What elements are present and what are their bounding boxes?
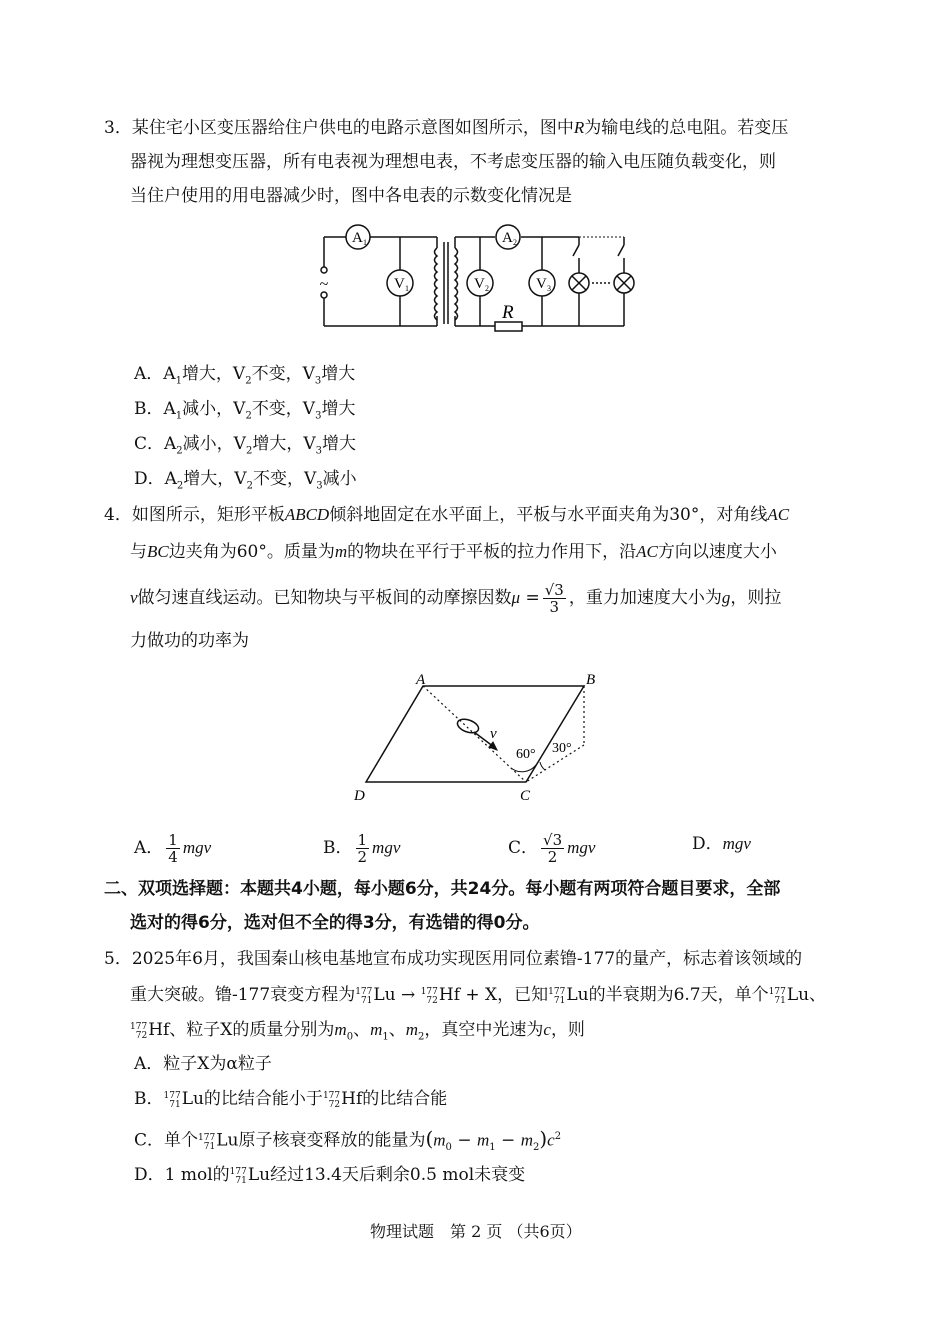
q5-line2: 重大突破。镥-177衰变方程为 177 71 Lu → 177 72 Hf + X，已知 177 71 Lu的半衰期为6.7天，单个 177 71 Lu、 (130, 985, 827, 1006)
ac-source-icon: ~ (319, 276, 329, 293)
q4-option-b: B． $\frac{1}{2}$ mgv (323, 831, 401, 866)
q4-line1: 4．如图所示，矩形平板ABCD倾斜地固定在水平面上，平板与水平面夹角为30°，对角线AC (104, 505, 790, 525)
meter-v1-label: V (394, 276, 405, 292)
q4-plate-figure (352, 668, 612, 808)
svg-text:2: 2 (485, 284, 489, 293)
q5-option-d: D．1 mol的 177 71 Lu经过13.4天后剩余0.5 mol未衰变 (134, 1165, 526, 1186)
q5-line1: 5．2025年6月，我国秦山核电基地宣布成功实现医用同位素镥-177的量产，标志着该领域的 (104, 949, 803, 969)
q5-line3: 177 72 Hf、粒子X的质量分别为$m_0$、$m_1$、$m_2$，真空中光速为c，则 (130, 1020, 585, 1043)
q3-option-c: C．$A_2$减小，$V_2$增大，$V_3$增大 (134, 434, 356, 457)
angle-60-label: 60° (516, 747, 536, 762)
point-a-label: A (416, 672, 426, 688)
q3-line1: 3．某住宅小区变压器给住户供电的电路示意图如图所示，图中R为输电线的总电阻。若变压 (104, 118, 789, 138)
q3-line3: 当住户使用的用电器减少时，图中各电表的示数变化情况是 (130, 186, 572, 206)
svg-text:2: 2 (513, 238, 517, 247)
q3-circuit-figure (314, 220, 644, 345)
svg-text:3: 3 (547, 284, 551, 293)
page-footer: 物理试题 第 2 页 （共6页） (370, 1222, 582, 1241)
q3-number: 3． (104, 118, 132, 138)
q5-number: 5． (104, 949, 132, 969)
svg-text:1: 1 (405, 284, 409, 293)
q5-option-b: B． 177 71 Lu的比结合能小于 177 72 Hf的比结合能 (134, 1089, 448, 1110)
meter-v3-label: V (536, 276, 547, 292)
meter-a2-label: A (502, 230, 513, 246)
q4-line3: v做匀速直线运动。已知物块与平板间的动摩擦因数μ = $\frac{√3}{3}$ ，重力加速度大小为g，则拉 (130, 581, 782, 616)
q3-option-d: D．$A_2$增大，$V_2$不变，$V_3$减小 (134, 469, 357, 492)
q4-line2: 与BC边夹角为60°。质量为m的物块在平行于平板的拉力作用下，沿AC方向以速度大小 (130, 542, 777, 562)
meter-a1-label: A (352, 230, 363, 246)
q4-line4: 力做功的功率为 (130, 631, 249, 651)
section2-heading-line1: 二、双项选择题：本题共4小题，每小题6分，共24分。每小题有两项符合题目要求，全部 (104, 879, 781, 899)
q4-option-d: D．mgv (692, 834, 751, 854)
resistor-label: R (502, 302, 514, 323)
q5-option-c: C．单个 177 71 Lu原子核衰变释放的能量为$(m_0 - m_1 - m_2)c^2$ (134, 1126, 562, 1154)
q5-option-a: A．粒子X为α粒子 (134, 1054, 272, 1074)
section2-heading-line2: 选对的得6分，选对但不全的得3分，有选错的得0分。 (130, 913, 540, 933)
meter-v2-label: V (474, 276, 485, 292)
point-d-label: D (354, 788, 365, 804)
q4-number: 4． (104, 505, 132, 525)
velocity-label: v (490, 726, 497, 742)
q4-option-a: A． $\frac{1}{4}$ mgv (134, 831, 212, 866)
point-b-label: B (586, 672, 596, 688)
point-c-label: C (520, 788, 531, 804)
svg-text:1: 1 (363, 238, 367, 247)
q3-option-a: A．$A_1$增大，$V_2$不变，$V_3$增大 (134, 364, 356, 387)
q3-line2: 器视为理想变压器，所有电表视为理想电表，不考虑变压器的输入电压随负载变化，则 (130, 152, 776, 172)
mu-fraction: $\frac{√3}{3}$ (544, 581, 564, 616)
q3-option-b: B．$A_1$减小，$V_2$不变，$V_3$增大 (134, 399, 356, 422)
q4-option-c: C． $\frac{√3}{2}$ mgv (508, 831, 596, 866)
angle-30-label: 30° (552, 741, 572, 756)
